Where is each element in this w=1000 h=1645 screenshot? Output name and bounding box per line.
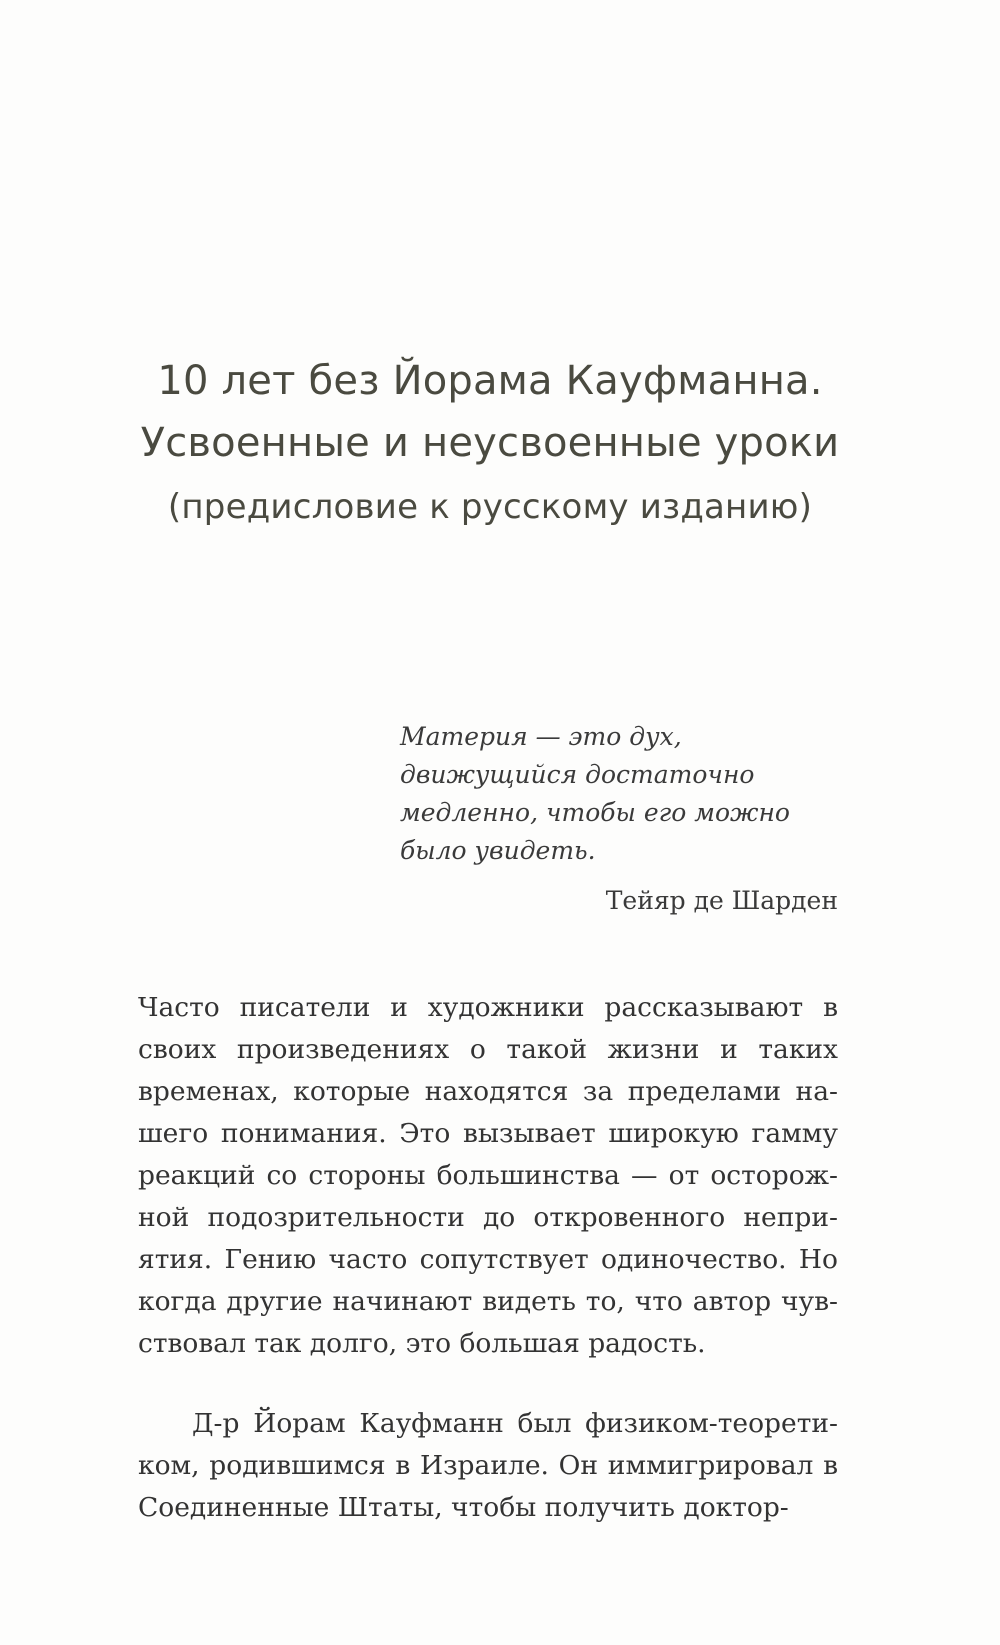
title-line-1: 10 лет без Йорама Кауфманна. xyxy=(157,358,823,404)
chapter-subtitle: (предисловие к русскому изданию) xyxy=(167,487,813,527)
chapter-title xyxy=(100,350,880,540)
body-paragraph-2: Д-р Йорам Кауфманн был физиком-теоретиком, родившимся в Израиле. Он иммигрировал в Соединенные Штаты, чтобы получить доктор- xyxy=(138,1407,838,1523)
body-paragraph-1: Часто писатели и художники рассказывают в своих произведениях о такой жизни и таких временах, которые находятся за пределами нашего понимания. Это вызывает широкую гамму реакций со стороны большинства — от осторожной подозрительности до откровенного неприятия. Гению часто сопутствует одиночество. Но когда другие начинают видеть то, что автор чувствовал так долго, это большая радость. xyxy=(138,991,838,1359)
epigraph xyxy=(400,718,838,920)
title-line-2: Усвоенные и неусвоенные уроки xyxy=(140,420,840,466)
epigraph-author: Тейяр де Шарден xyxy=(605,886,838,915)
epigraph-quote: Материя — это дух, движущийся достаточно медленно, чтобы его можно было увидеть. xyxy=(400,722,790,865)
